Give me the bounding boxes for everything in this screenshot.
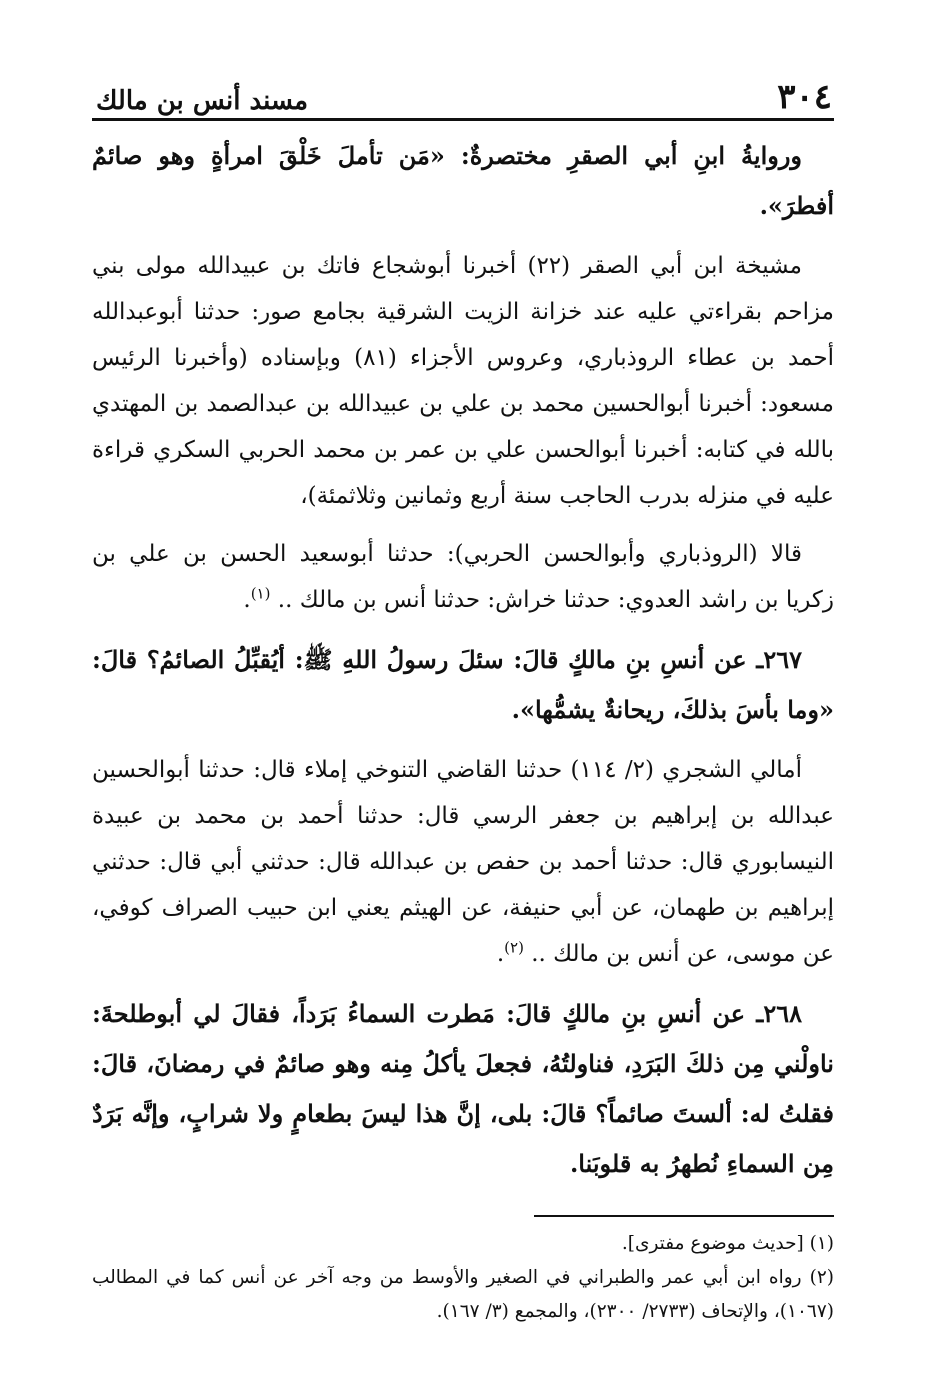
hadith-268: ٢٦٨ـ عن أنسِ بنِ مالكٍ قالَ: مَطرت السماءُ بَرَداً، فقالَ لي أبوطلحةَ: ناولْني مِن ذلكَ البَرَدِ، فناولتُهُ، فجعلَ يأكلُ مِنه وهو صائمٌ في رمضانَ، قالَ: فقلتُ له: ألستَ صائماً؟ قالَ: بلى، إنَّ هذا ليسَ بطعامٍ ولا شرابٍ، وإنَّه بَرَدٌ مِن السماءِ نُطهرُ به قلوبَنا. <box>92 999 834 1178</box>
footnote-separator <box>534 1215 834 1217</box>
paragraph-amali: أمالي الشجري (٢/ ١١٤) حدثنا القاضي التنوخي إملاء قال: حدثنا أبوالحسين عبدالله بن إبراهيم بن جعفر الرسي قال: حدثنا أحمد بن محمد بن عبيدة النيسابوري قال: حدثنا أحمد بن حفص بن عبدالله قال: حدثني أبي قال: حدثني إبراهيم بن طهمان، عن أبي حنيفة، عن الهيثم يعني ابن حبيب الصراف كوفي، عن موسى، عن أنس بن مالك .. $^{(٢)}$. <box>92 757 834 967</box>
running-title: مسند أنس بن مالك <box>96 86 309 116</box>
footnote-2: (٢) رواه ابن أبي عمر والطبراني في الصغير والأوسط من وجه آخر عن أنس كما في المطالب (١٠٦٧)، والإتحاف (٢٧٣٣/ ٢٣٠٠)، والمجمع (٣/ ١٦٧). <box>92 1267 834 1322</box>
paragraph-mashyakha: مشيخة ابن أبي الصقر (٢٢) أخبرنا أبوشجاع فاتك بن عبيدالله مولى بني مزاحم بقراءتي عليه عند خزانة الزيت الشرقية بجامع صور: حدثنا أبوعبدالله أحمد بن عطاء الروذباري، وعروس الأجزاء (٨١) وبإسناده (وأخبرنا الرئيس مسعود: أخبرنا أبوالحسين محمد بن علي بن عبيدالله بن عبدالصمد بن المهتدي بالله في كتابه: أخبرنا أبوالحسن علي بن عمر بن محمد الحربي السكري قراءة عليه في منزله بدرب الحاجب سنة أربع وثمانين وثلاثمئة)، <box>92 253 834 509</box>
page-header <box>92 70 834 121</box>
page-number: ٣٠٤ <box>777 77 832 117</box>
footnote-1: (١) [حديث موضوع مفترى]. <box>621 1233 834 1254</box>
book-page <box>92 70 834 1329</box>
footnote-reference-2: (٢) <box>504 938 524 957</box>
paragraph-qala: قالا (الروذباري وأبوالحسن الحربي): حدثنا أبوسعيد الحسن بن علي بن زكريا بن راشد العدوي: حدثنا خراش: حدثنا أنس بن مالك .. $^{(١)}$. <box>92 541 834 613</box>
page-body <box>92 131 834 1329</box>
hadith-267: ٢٦٧ـ عن أنسِ بنِ مالكٍ قالَ: سئلَ رسولُ اللهِ ﷺ: أيُقبِّلُ الصائمُ؟ قالَ: «وما بأسَ بذلكَ، ريحانةٌ يشمُّها». <box>92 645 834 724</box>
footnote-reference-1: (١) <box>250 584 271 603</box>
paragraph-riwaya: وروايةُ ابنِ أبي الصقرِ مختصرةٌ: «مَن تأملَ خَلْقَ امرأةٍ وهو صائمٌ أفطرَ». <box>92 141 834 220</box>
paragraph-amali-text: أمالي الشجري (٢/ ١١٤) حدثنا القاضي التنوخي إملاء قال: حدثنا أبوالحسين عبدالله بن إبراهيم بن جعفر الرسي قال: حدثنا أحمد بن محمد بن عبيدة النيسابوري قال: حدثنا أحمد بن حفص بن عبدالله قال: حدثني أبي قال: حدثني إبراهيم بن طهمان، عن أبي حنيفة، عن الهيثم يعني ابن حبيب الصراف كوفي، عن موسى، عن أنس بن مالك .. <box>92 757 834 967</box>
paragraph-qala-text: قالا (الروذباري وأبوالحسن الحربي): حدثنا أبوسعيد الحسن بن علي بن زكريا بن راشد العدوي: حدثنا خراش: حدثنا أنس بن مالك .. <box>92 541 834 613</box>
